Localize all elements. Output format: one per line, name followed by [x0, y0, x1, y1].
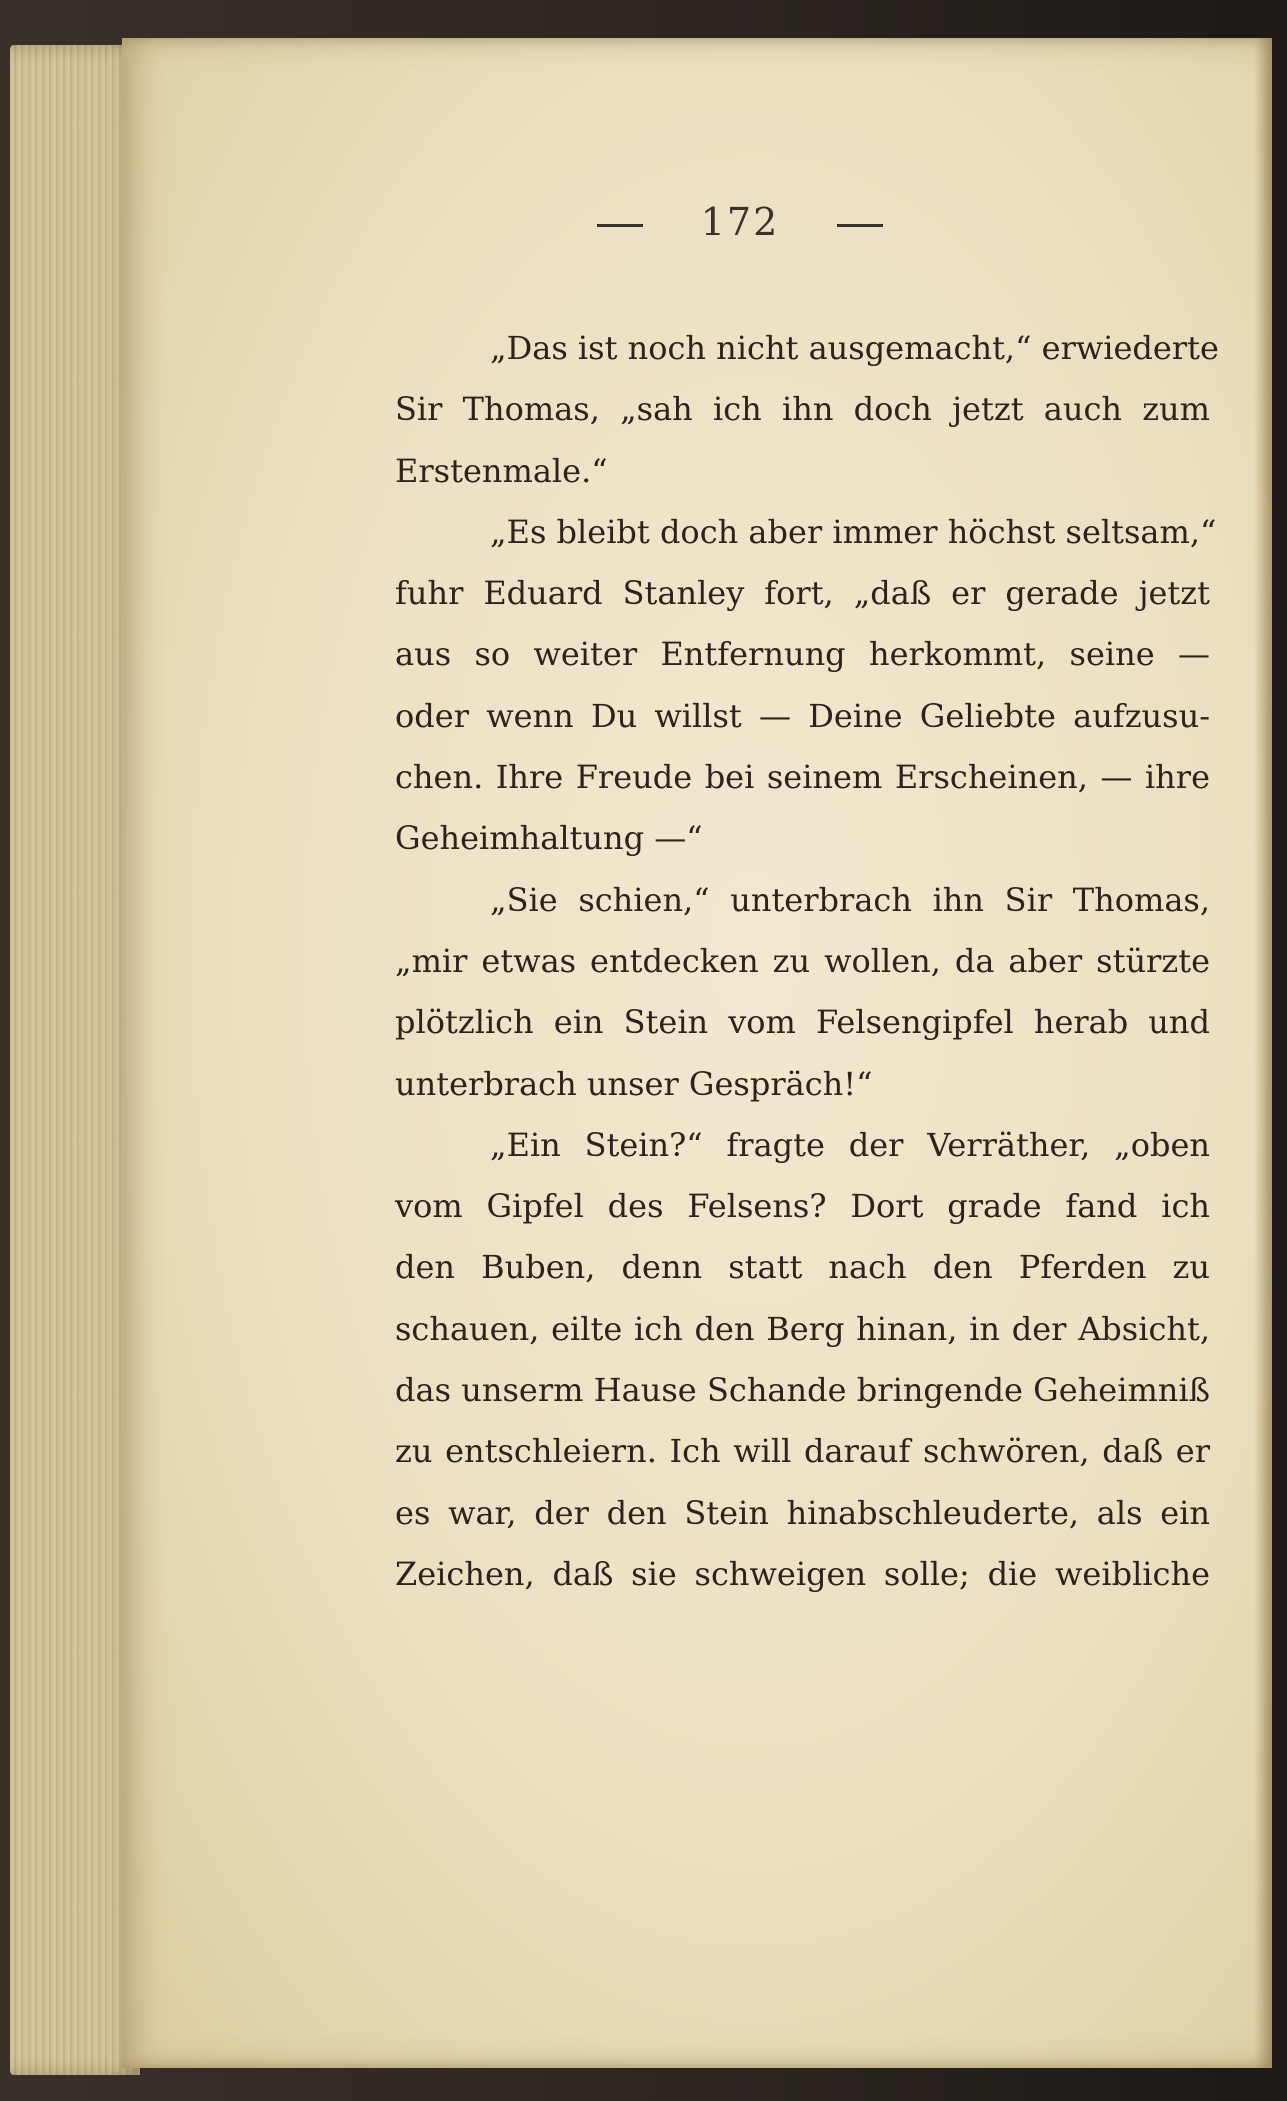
text-line: unterbrach unser Gespräch!“	[395, 1064, 873, 1103]
text-line: oder wenn Du willst — Deine Geliebte aufzusu-	[395, 696, 1210, 735]
text-line: chen. Ihre Freude bei seinem Erscheinen, — ihre	[395, 758, 1210, 797]
text-line: plötzlich ein Stein vom Felsengipfel herab und	[395, 1003, 1210, 1042]
text-line: Erstenmale.“	[395, 451, 608, 490]
text-line: Sir Thomas, „sah ich ihn doch jetzt auch zum	[395, 390, 1210, 429]
text-line: Zeichen, daß sie schweigen solle; die weibliche	[395, 1554, 1210, 1593]
text-line: zu entschleiern. Ich will darauf schwören, daß er	[395, 1432, 1210, 1471]
page-number: 172	[700, 200, 780, 244]
page-edges	[10, 45, 140, 2075]
text-line: Geheimhaltung —“	[395, 819, 703, 858]
text-line: „Es bleibt doch aber immer höchst seltsam,“	[490, 512, 1217, 551]
text-line: aus so weiter Entfernung herkommt, seine —	[395, 635, 1210, 674]
text-line: den Buben, denn statt nach den Pferden zu	[395, 1248, 1210, 1287]
text-line: das unserm Hause Schande bringende Geheimniß	[395, 1371, 1210, 1410]
text-line: vom Gipfel des Felsens? Dort grade fand ich	[395, 1187, 1210, 1226]
text-line: fuhr Eduard Stanley fort, „daß er gerade jetzt	[395, 574, 1210, 613]
body-text	[395, 318, 1219, 1605]
text-line: „Sie schien,“ unterbrach ihn Sir Thomas,	[490, 880, 1210, 919]
page-shadow	[1254, 38, 1272, 2068]
header-rule-right	[837, 224, 883, 227]
text-line: „Das ist noch nicht ausgemacht,“ erwiederte	[490, 329, 1219, 367]
text-line: „mir etwas entdecken zu wollen, da aber stürzte	[395, 941, 1210, 980]
page-header	[510, 200, 970, 244]
text-line: „Ein Stein?“ fragte der Verräther, „oben	[490, 1125, 1210, 1164]
header-rule-left	[597, 224, 643, 227]
text-line: schauen, eilte ich den Berg hinan, in der Absicht,	[395, 1309, 1210, 1348]
text-line: es war, der den Stein hinabschleuderte, als ein	[395, 1493, 1210, 1532]
